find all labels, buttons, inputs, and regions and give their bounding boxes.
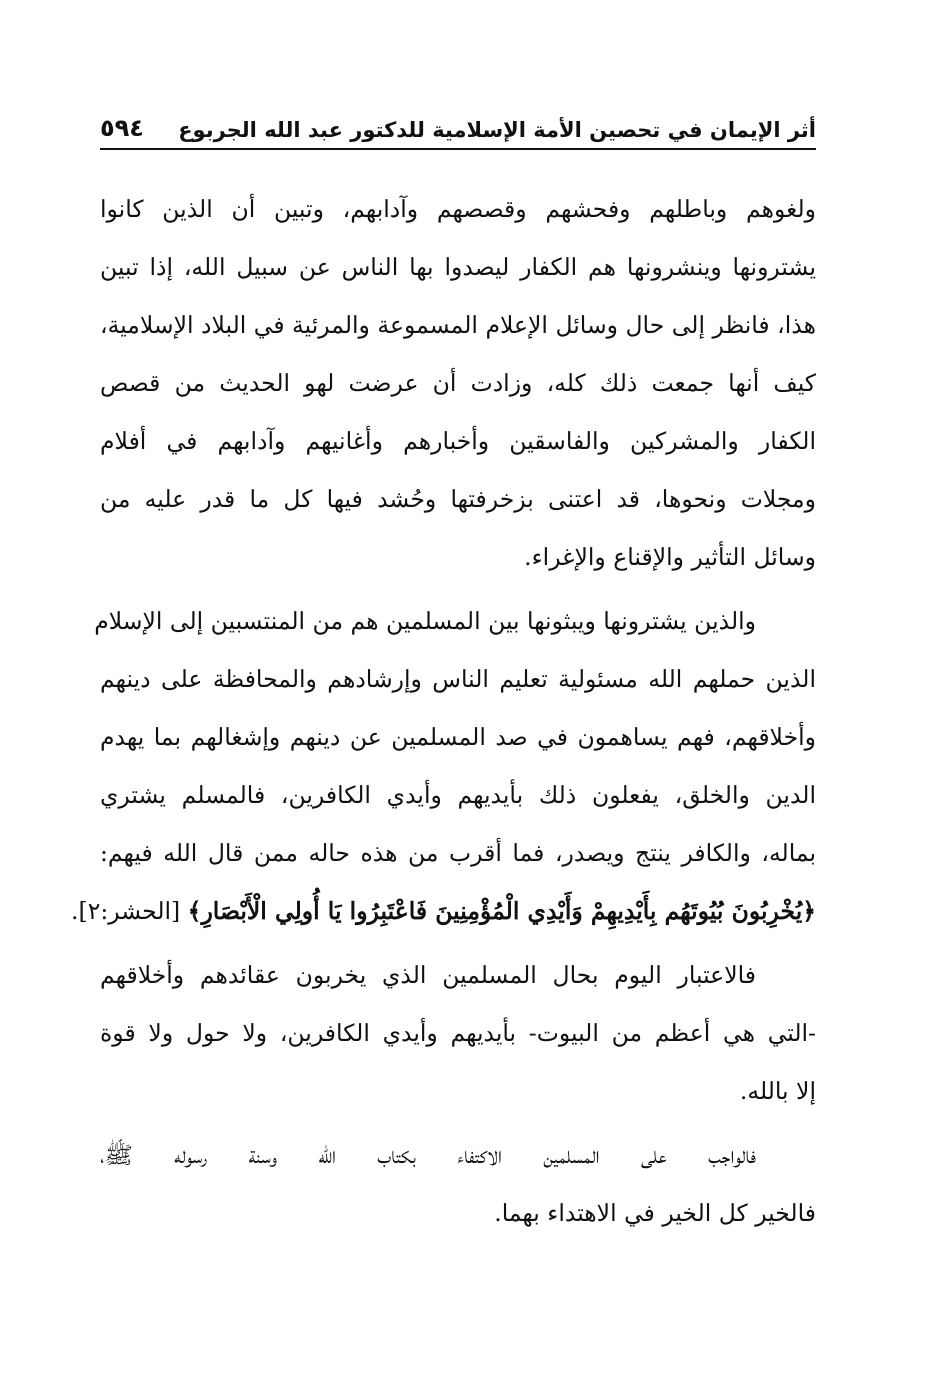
text-line: إلا بالله. [739, 1077, 816, 1105]
text-line: الذين حملهم الله مسئولية تعليم الناس وإرشادهم والمحافظة على دينهم [100, 665, 816, 693]
text-line: والذين يشترونها ويبثونها بين المسلمين هم من المنتسبين إلى الإسلام [94, 607, 756, 635]
text-line: بماله، والكافر ينتج ويصدر، فما أقرب من هذه حاله ممن قال الله فيهم: [100, 839, 816, 867]
text-line: وأخلاقهم، فهم يساهمون في صد المسلمين عن دينهم وإشغالهم بما يهدم [100, 723, 816, 751]
running-title: أثر الإيمان في تحصين الأمة الإسلامية للدكتور عبد الله الجربوع [178, 118, 816, 142]
text-line: الدين والخلق، يفعلون ذلك بأيديهم وأيدي الكافرين، فالمسلم يشتري [100, 781, 816, 809]
text-line: ومجلات ونحوها، قد اعتنى بزخرفتها وحُشد فيها كل ما قدر عليه من [100, 485, 816, 513]
text-line: -التي هي أعظم من البيوت- بأيديهم وأيدي الكافرين، ولا حول ولا قوة [100, 1019, 816, 1047]
text-line: الكفار والمشركين والفاسقين وأخبارهم وأغانيهم وآدابهم في أفلام [100, 427, 816, 455]
paragraph-1 [100, 180, 816, 586]
paragraph-2 [71, 592, 816, 940]
quran-verse-line [71, 882, 816, 940]
text-line: فالاعتبار اليوم بحال المسلمين الذي يخربون عقائدهم وأخلاقهم [100, 961, 756, 989]
page-header [100, 104, 816, 150]
paragraph-3 [100, 946, 816, 1120]
text-line: هذا، فانظر إلى حال وسائل الإعلام المسموعة والمرئية في البلاد الإسلامية، [100, 311, 816, 339]
quran-verse: ﴿يُخْرِبُونَ بُيُوتَهُم بِأَيْدِيهِمْ وَأَيْدِي الْمُؤْمِنِينَ فَاعْتَبِرُوا يَا أُولِي الْأَبْصَارِ﴾ [187, 897, 816, 925]
text-line: يشترونها وينشرونها هم الكفار ليصدوا بها الناس عن سبيل الله، إذا تبين [100, 253, 816, 281]
page-number: ٥٩٤ [100, 114, 144, 142]
text-line: ولغوهم وباطلهم وفحشهم وقصصهم وآدابهم، وتبين أن الذين كانوا [100, 195, 816, 223]
paragraph-4 [100, 1126, 816, 1242]
text-line: فالواجب على المسلمين الاكتفاء بكتاب الله وسنة رسوله ﷺ، [100, 1141, 756, 1169]
text-line: فالخير كل الخير في الاهتداء بهما. [494, 1199, 816, 1227]
body-text [71, 180, 816, 1248]
verse-reference: [الحشر:٢]. [71, 897, 181, 925]
text-line: كيف أنها جمعت ذلك كله، وزادت أن عرضت لهو الحديث من قصص [100, 369, 816, 397]
text-line: وسائل التأثير والإقناع والإغراء. [524, 543, 816, 571]
